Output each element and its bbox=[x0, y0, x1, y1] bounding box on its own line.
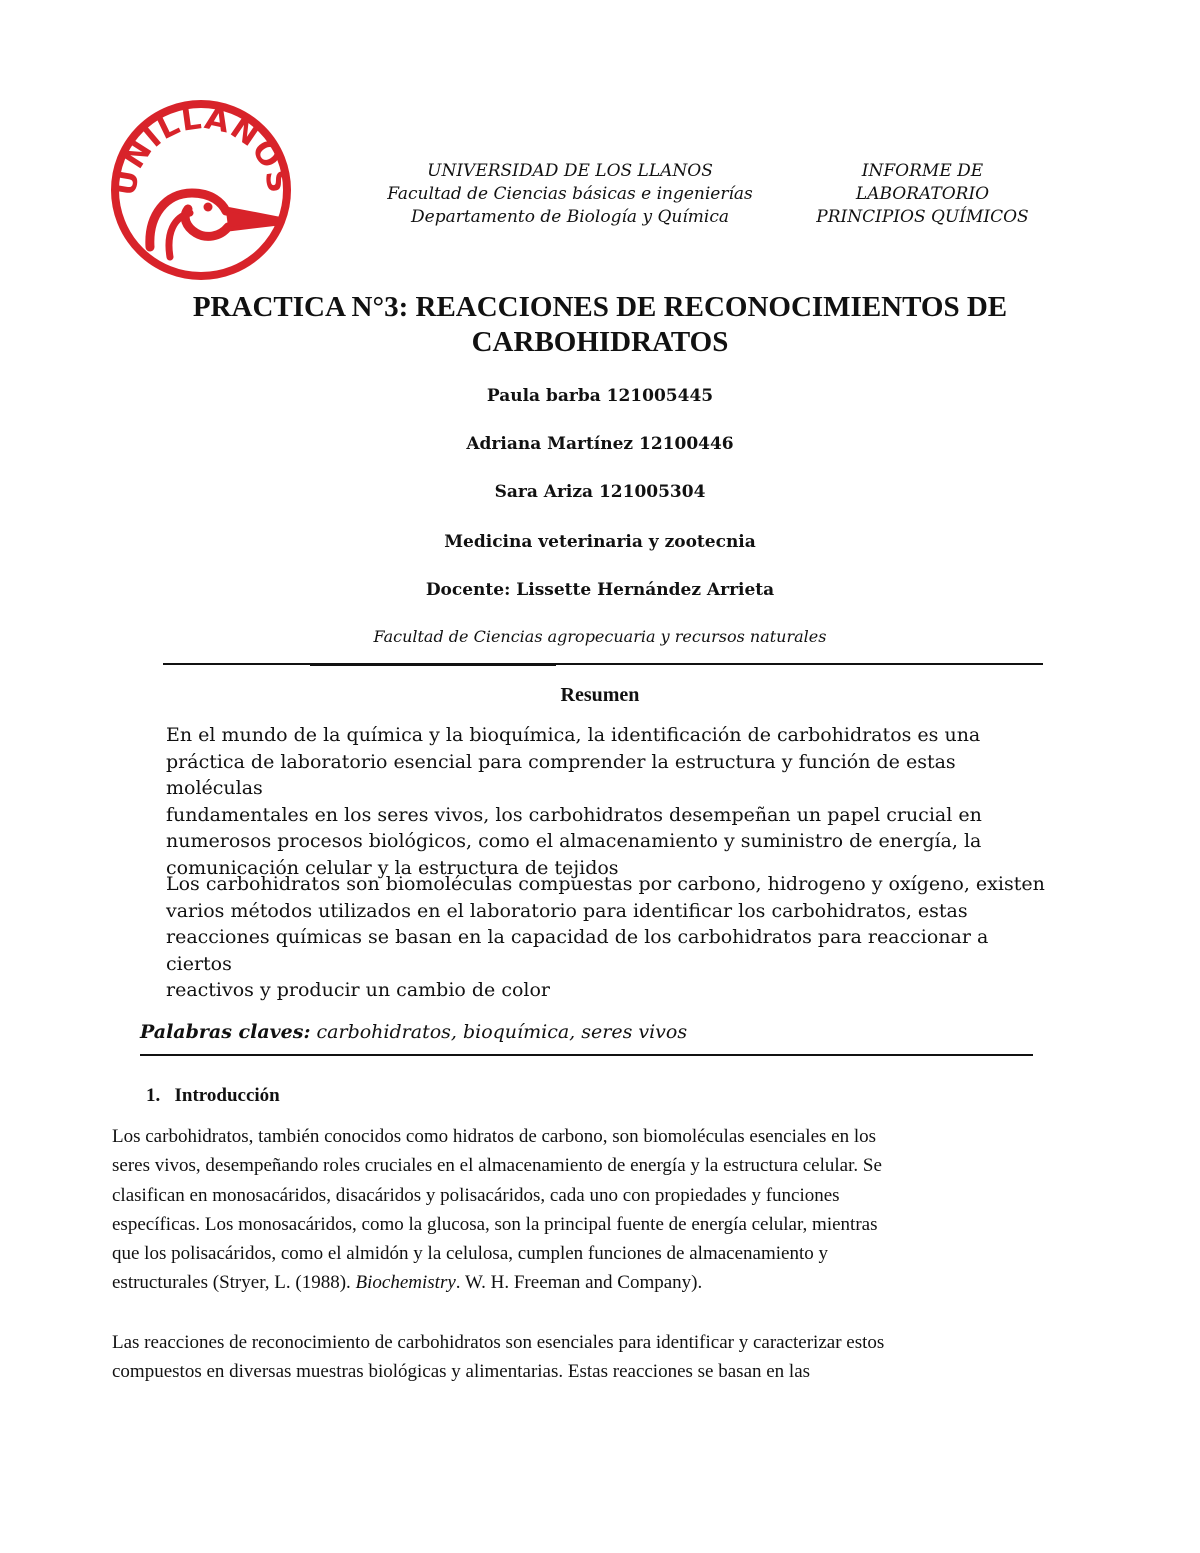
citation-post: . W. H. Freeman and Company). bbox=[455, 1272, 703, 1294]
citation-pre: estructurales (Stryer, L. (1988). bbox=[112, 1272, 356, 1294]
intro-p1-line: específicas. Los monosacáridos, como la glucosa, son la principal fuente de energía celular, mientras bbox=[112, 1213, 878, 1235]
abstract-p2-line: reactivos y producir un cambio de color bbox=[166, 979, 551, 1001]
abstract-paragraph-1 bbox=[166, 722, 1036, 881]
report-type-header bbox=[790, 160, 1055, 229]
intro-paragraph-2 bbox=[112, 1328, 1072, 1387]
intro-p1-line: clasifican en monosacáridos, disacáridos y polisacáridos, cada uno con propiedades y funciones bbox=[112, 1184, 840, 1206]
intro-p2-line: compuestos en diversas muestras biológicas y alimentarias. Estas reacciones se basan en las bbox=[112, 1361, 811, 1383]
intro-title: Introducción bbox=[174, 1085, 280, 1106]
university-logo bbox=[108, 97, 294, 283]
keywords-line bbox=[140, 1021, 1040, 1043]
department-name: Departamento de Biología y Química bbox=[411, 207, 729, 227]
keywords-label: Palabras claves: bbox=[140, 1021, 311, 1043]
university-name: UNIVERSIDAD DE LOS LLANOS bbox=[427, 161, 713, 181]
intro-p1-line: Los carbohidratos, también conocidos como hidratos de carbono, son biomoléculas esenciales en los bbox=[112, 1126, 877, 1147]
intro-p1-line: seres vivos, desempeñando roles cruciales en el almacenamiento de energía y la estructura celular. Se bbox=[112, 1155, 882, 1177]
abstract-p1-line: numerosos procesos biológicos, como el almacenamiento y suministro de energía, la bbox=[166, 830, 982, 852]
abstract-paragraph-2 bbox=[166, 871, 1046, 1004]
author-2: Adriana Martínez 12100446 bbox=[466, 434, 734, 454]
abstract-p1-line: comunicación celular y la estructura de tejidos bbox=[166, 856, 619, 879]
intro-p2-line: Las reacciones de reconocimiento de carbohidratos son esenciales para identificar y caracterizar estos bbox=[112, 1332, 885, 1353]
document-title bbox=[120, 290, 1080, 360]
author-3: Sara Ariza 121005304 bbox=[494, 482, 706, 502]
faculty-name: Facultad de Ciencias básicas e ingenierías bbox=[387, 184, 753, 204]
divider-top-accent bbox=[310, 665, 556, 666]
abstract-p1-line: En el mundo de la química y la bioquímica, la identificación de carbohidratos es una bbox=[166, 724, 981, 746]
abstract-p2-line: varios métodos utilizados en el laboratorio para identificar los carbohidratos, estas bbox=[166, 899, 968, 922]
report-line-2: LABORATORIO bbox=[855, 184, 990, 204]
title-line-2: CARBOHIDRATOS bbox=[471, 326, 729, 358]
intro-p1-citation-line bbox=[112, 1268, 1072, 1297]
report-line-3: PRINCIPIOS QUÍMICOS bbox=[816, 207, 1029, 227]
divider-top bbox=[163, 663, 1043, 665]
title-line-1: PRACTICA N°3: REACCIONES DE RECONOCIMIENTOS DE bbox=[192, 291, 1008, 323]
logo-seal-graphic bbox=[108, 97, 294, 283]
intro-paragraph-1 bbox=[112, 1122, 1072, 1298]
intro-number: 1. bbox=[146, 1085, 161, 1106]
author-1: Paula barba 121005445 bbox=[486, 386, 714, 406]
report-line-1: INFORME DE bbox=[861, 161, 984, 181]
intro-heading bbox=[146, 1085, 280, 1107]
abstract-p1-line: fundamentales en los seres vivos, los carbohidratos desempeñan un papel crucial en bbox=[166, 803, 982, 826]
institution-header bbox=[350, 160, 790, 229]
faculty-footer: Facultad de Ciencias agropecuaria y recursos naturales bbox=[373, 627, 827, 646]
intro-p1-line: que los polisacáridos, como el almidón y la celulosa, cumplen funciones de almacenamiento y bbox=[112, 1243, 828, 1265]
abstract-heading: Resumen bbox=[560, 684, 640, 706]
teacher-name: Docente: Lissette Hernández Arrieta bbox=[425, 580, 775, 600]
citation-title: Biochemistry bbox=[355, 1272, 456, 1294]
keywords-value: carbohidratos, bioquímica, seres vivos bbox=[310, 1021, 688, 1043]
logo-text: UNILLANOS bbox=[108, 100, 294, 199]
program-name: Medicina veterinaria y zootecnia bbox=[444, 532, 756, 552]
abstract-p2-line: Los carbohidratos son biomoléculas compuestas por carbono, hidrogeno y oxígeno, existen bbox=[166, 873, 1045, 895]
abstract-p2-line: reacciones químicas se basan en la capacidad de los carbohidratos para reaccionar a ciertos bbox=[166, 926, 989, 975]
divider-keywords bbox=[140, 1054, 1033, 1056]
abstract-p1-line: práctica de laboratorio esencial para comprender la estructura y función de estas moléculas bbox=[166, 750, 956, 799]
